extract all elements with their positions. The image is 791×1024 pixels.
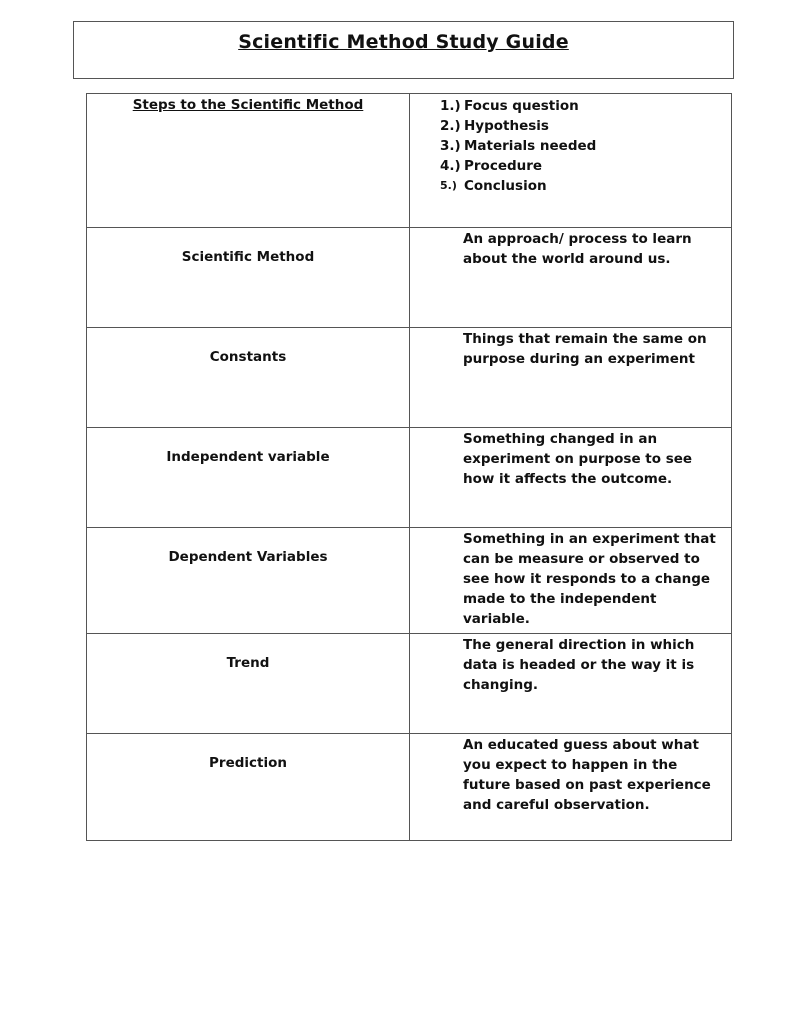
steps-list (410, 94, 731, 196)
page-title: Scientific Method Study Guide (238, 31, 569, 53)
definition-text: An educated guess about what you expect to happen in the future based on past experience and careful observation. (463, 737, 711, 813)
table-row (87, 734, 732, 841)
definition-cell (410, 328, 732, 428)
term-cell (87, 228, 410, 328)
definition-text: An approach/ process to learn about the world around us. (463, 231, 692, 267)
title-box (73, 21, 734, 79)
term-label: Trend (226, 655, 270, 671)
step-item (440, 156, 731, 176)
step-number: 3.) (440, 138, 461, 154)
term-cell (87, 634, 410, 734)
step-number: 5.) (440, 179, 457, 192)
term-cell (87, 528, 410, 634)
step-item (440, 116, 731, 136)
steps-list-cell (410, 94, 732, 228)
definition-text: The general direction in which data is headed or the way it is changing. (463, 637, 695, 693)
term-cell (87, 428, 410, 528)
term-label: Independent variable (166, 449, 330, 465)
term-label: Dependent Variables (168, 549, 328, 565)
definition-text: Something changed in an experiment on purpose to see how it affects the outcome. (463, 431, 693, 487)
step-item (440, 176, 731, 196)
definition-cell (410, 228, 732, 328)
steps-header-cell (87, 94, 410, 228)
term-cell (87, 734, 410, 841)
term-label: Prediction (209, 755, 287, 771)
term-cell (87, 328, 410, 428)
table-row (87, 528, 732, 634)
step-text: Conclusion (464, 178, 547, 194)
step-text: Hypothesis (464, 118, 549, 134)
step-number: 2.) (440, 118, 461, 134)
step-text: Procedure (464, 158, 543, 174)
definition-cell (410, 634, 732, 734)
table-row (87, 228, 732, 328)
table-row (87, 634, 732, 734)
definition-text: Things that remain the same on purpose during an experiment (463, 331, 707, 367)
step-item (440, 96, 731, 116)
steps-header: Steps to the Scientific Method (132, 97, 364, 113)
step-text: Focus question (464, 98, 579, 114)
term-label: Scientific Method (181, 249, 315, 265)
step-number: 4.) (440, 158, 461, 174)
definition-cell (410, 734, 732, 841)
step-number: 1.) (440, 98, 461, 114)
study-guide-table (86, 93, 732, 841)
table-row (87, 428, 732, 528)
definition-text: Something in an experiment that can be measure or observed to see how it responds to a change made to the independent variable. (463, 531, 716, 627)
definition-cell (410, 428, 732, 528)
definition-cell (410, 528, 732, 634)
step-text: Materials needed (464, 138, 597, 154)
step-item (440, 136, 731, 156)
term-label: Constants (209, 349, 287, 365)
table-row (87, 328, 732, 428)
steps-row (87, 94, 732, 228)
